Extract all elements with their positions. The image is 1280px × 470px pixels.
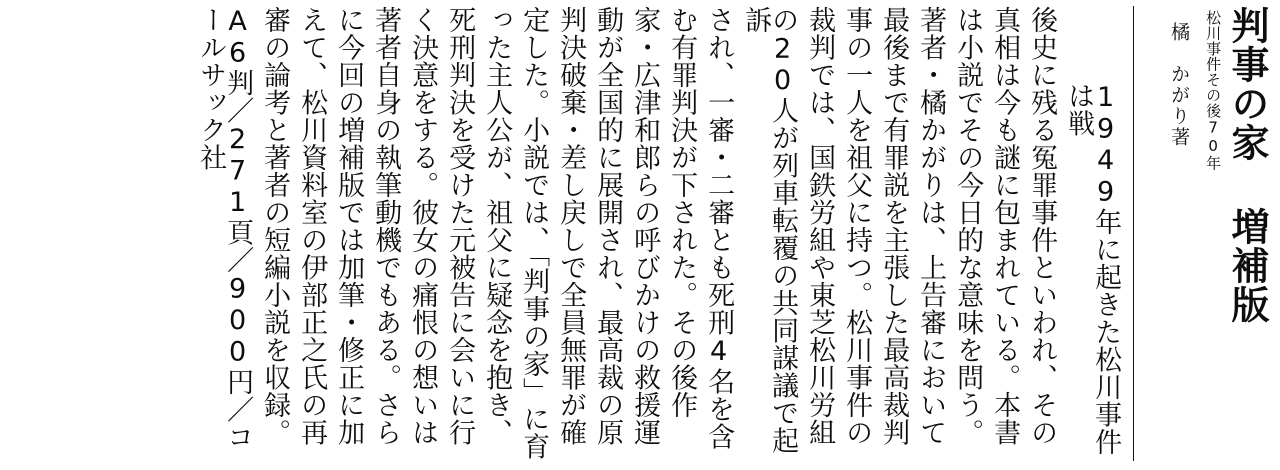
body-column: 家・広津和郎らの呼びかけの救援運 bbox=[629, 6, 661, 446]
body-column: む有罪判決が下された。その後作 bbox=[666, 6, 698, 419]
body-column: の20人が列車転覆の共同謀議で起訴 bbox=[740, 6, 799, 454]
body-column: 死刑判決を受けた元被告に会いに行 bbox=[444, 6, 476, 446]
body-column: 最後まで有罪説を主張した最高裁判 bbox=[878, 6, 910, 446]
body-text bbox=[187, 4, 1122, 469]
page-title: 判事の家 増補版 bbox=[1225, 6, 1269, 324]
vertical-divider bbox=[1133, 6, 1134, 461]
body-column: 真相は今も謎に包まれている。本書 bbox=[989, 6, 1021, 446]
body-column: は小説でその今日的な意味を問う。 bbox=[952, 6, 984, 446]
body-column: 1949年に起きた松川事件は戦 bbox=[1063, 82, 1122, 456]
body-column: 著者自身の執筆動機でもある。さら bbox=[370, 6, 402, 446]
body-column: 判決破棄・差し戻しで全員無罪が確 bbox=[555, 6, 587, 446]
page-subtitle: 松川事件その後70年 bbox=[1204, 10, 1223, 171]
body-column: 動が全国的に展開され、最高裁の原 bbox=[592, 6, 624, 446]
body-column: に今回の増補版では加筆・修正に加 bbox=[333, 6, 365, 446]
body-column: 定した。小説では、「判事の家」に育 bbox=[518, 6, 550, 460]
body-column: えて、松川資料室の伊部正之氏の再 bbox=[296, 6, 328, 446]
body-column: 裁判では、国鉄労組や東芝松川労組 bbox=[804, 6, 836, 446]
body-column: 著者・橘かがりは、上告審において bbox=[915, 6, 947, 446]
body-column: った主人公が、祖父に疑念を抱き、 bbox=[481, 6, 513, 446]
body-column: く決意をする。彼女の痛恨の想いは bbox=[407, 6, 439, 446]
body-column: され、一審・二審とも死刑4名を含 bbox=[703, 6, 735, 450]
body-column: 事の一人を祖父に持つ。松川事件の bbox=[841, 6, 873, 446]
body-column: 審の論考と著者の短編小説を収録。 bbox=[259, 6, 291, 446]
author-name: 橘 かがり著 bbox=[1168, 22, 1191, 148]
body-column-imprint: A6判／271頁／900円／コールサック社 bbox=[195, 6, 254, 451]
body-column: 後史に残る冤罪事件といわれ、その bbox=[1026, 6, 1058, 446]
heading-block bbox=[1148, 4, 1269, 469]
